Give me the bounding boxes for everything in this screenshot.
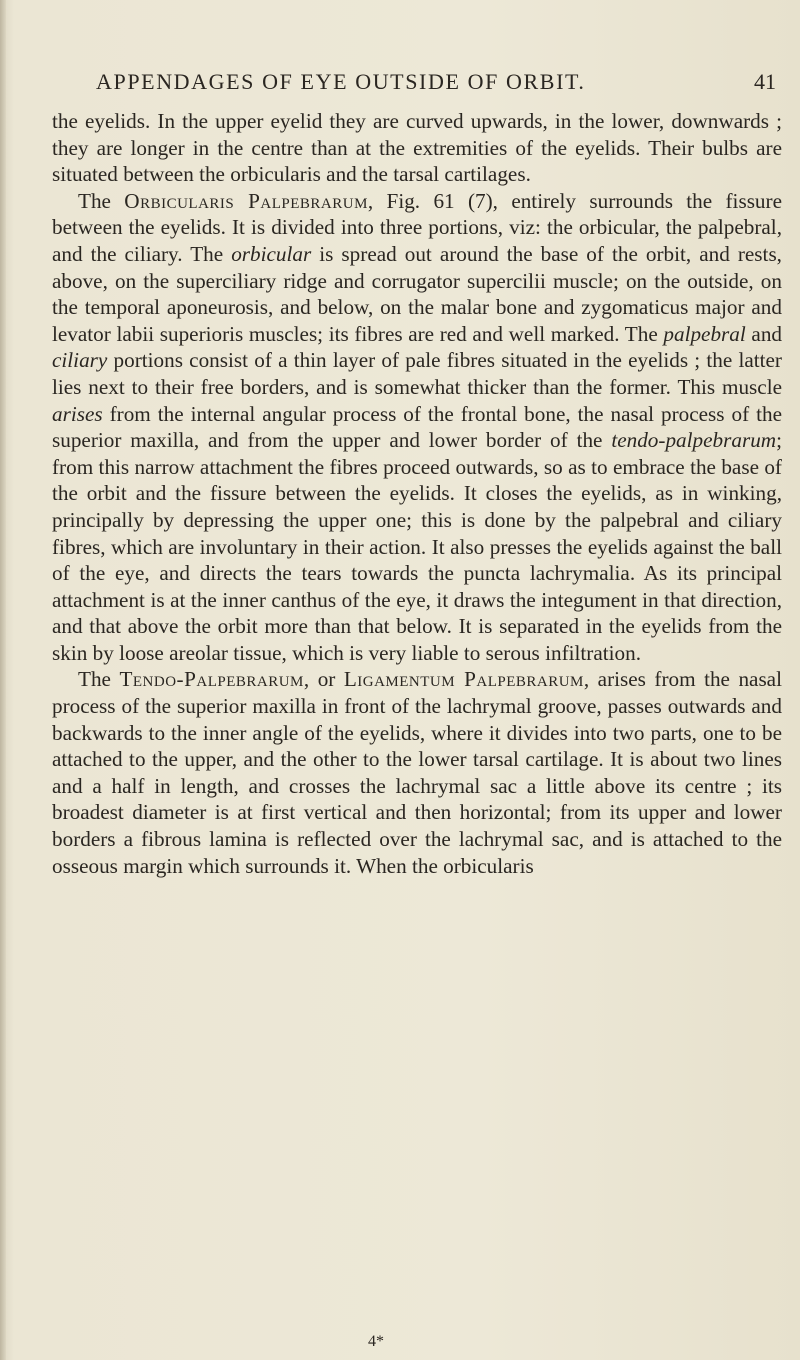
text-run: is spread out around the base of the orbit, and rests, above, on the superciliary ridge and corrugator supercilii muscle; on the outside, on the temporal aponeurosis, and below, on the malar bone and zygomaticus major and levator labii superioris muscles; its fibres are red and well marked. The	[52, 241, 782, 346]
page-number: 41	[754, 69, 776, 94]
text-run: The	[78, 188, 125, 213]
running-head	[96, 64, 776, 100]
paragraph	[52, 188, 782, 667]
paragraph	[52, 666, 782, 879]
emphasis-text: orbicular	[231, 241, 312, 266]
text-run: portions consist of a thin layer of pale fibres situated in the eyelids ; the latter lies next to their free borders, and is somewhat thicker than the former. This muscle	[52, 348, 782, 399]
emphasis-text: ciliary	[52, 348, 108, 373]
text-run: and	[745, 321, 783, 346]
emphasis-text: tendo-palpebrarum	[611, 428, 777, 453]
signature-mark: 4*	[368, 1333, 384, 1350]
text-run: ; from this narrow attachment the fibres proceed outwards, so as to embrace the base of the orbit and the fissure between the eyelids. It closes the eyelids, as in winking, principally by depressing the upper one; this is done by the palpebral and ciliary fibres, which are involuntary in their action. It also presses the eyelids against the ball of the eye, and directs the tears towards the puncta lachrymalia. As its principal attachment is at the inner canthus of the eye, it draws the integument in that direction, and that above the orbit more than that below. It is separated in the eyelids from the skin by loose areolar tissue, which is very liable to serous infiltration.	[52, 428, 782, 665]
muscle-name: Ligamentum Palpebrarum	[343, 667, 584, 692]
muscle-name: Orbicularis Palpebrarum	[124, 188, 368, 213]
text-run: from the internal angular process of the frontal bone, the nasal process of the superior maxilla, and from the upper and lower border of the	[52, 401, 782, 453]
text-run: , arises from the nasal process of the superior maxilla in front of the lachrymal groove, passes outwards and backwards to the inner angle of the eyelids, where it divides into two parts, one to be attached to the upper, and the other to the lower tarsal cartilage. It is about two lines and a half in length, and crosses the lachrymal sac a little above its centre ; its broadest diameter is at first vertical and then horizontal; from its upper and lower borders a fibrous lamina is reflected over the lachrymal sac, and is attached to the osseous margin which surrounds it. When the orbicularis	[52, 667, 782, 878]
paragraph	[52, 108, 782, 188]
body-text	[52, 108, 782, 879]
emphasis-text: palpebral	[663, 321, 746, 346]
running-title: APPENDAGES OF EYE OUTSIDE OF ORBIT.	[96, 69, 586, 94]
text-run: , or	[303, 667, 344, 692]
emphasis-text: arises	[52, 401, 103, 426]
muscle-name: Tendo-Palpebrarum	[119, 667, 304, 692]
text-run: the eyelids. In the upper eyelid they are curved upwards, in the lower, downwards ; they are longer in the centre than at the extremities of the eyelids. Their bulbs are situated between the orbicularis and the tarsal cartilages.	[52, 109, 782, 187]
page-gutter-shadow	[0, 0, 6, 1360]
text-run: The	[78, 667, 120, 692]
text-run: , Fig. 61 (7), entirely surrounds the fissure between the eyelids. It is divided into three portions, viz: the orbicular, the palpebral, and the ciliary. The	[52, 188, 782, 266]
